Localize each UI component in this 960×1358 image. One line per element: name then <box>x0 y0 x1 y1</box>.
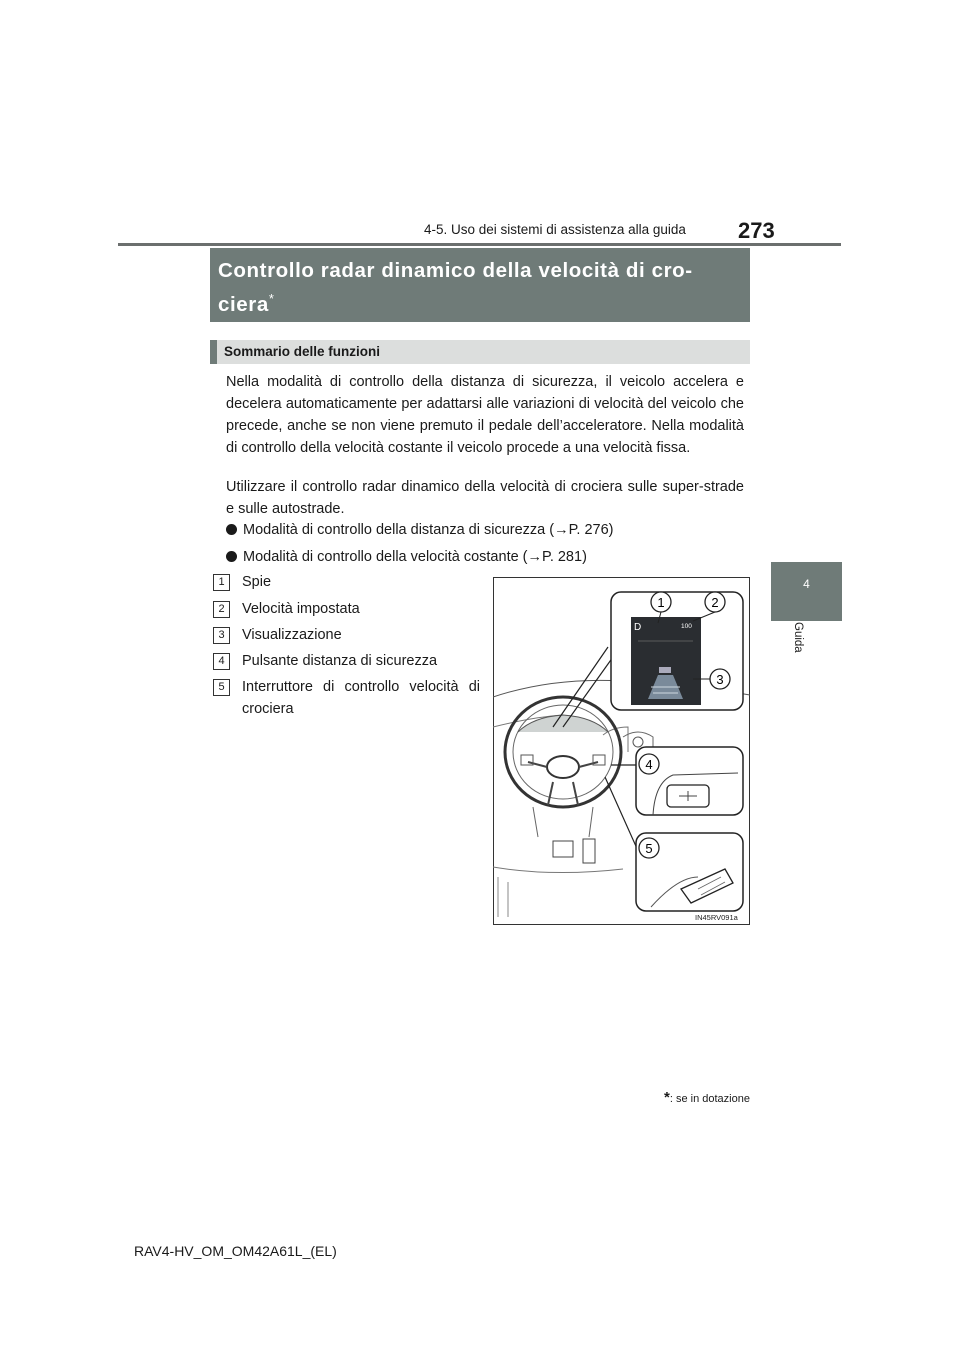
section-header: 4-5. Uso dei sistemi di assistenza alla guida <box>424 222 686 237</box>
header-rule <box>118 243 841 246</box>
display-speed: 100 <box>681 623 692 630</box>
title-asterisk: * <box>268 291 275 306</box>
bullet-item <box>226 522 613 538</box>
legend-number: 1 <box>213 574 230 591</box>
bullet-item <box>226 549 587 565</box>
callout-3: 3 <box>716 672 724 687</box>
callout-1: 1 <box>657 595 665 610</box>
chapter-name-text: Guida <box>792 622 804 653</box>
legend-label: Interruttore di controllo velocità di crociera <box>242 679 480 717</box>
footnote <box>664 1089 750 1106</box>
display-inset <box>611 592 743 710</box>
callout-4: 4 <box>645 757 653 772</box>
legend-number: 4 <box>213 653 230 670</box>
display-gear: D <box>634 622 642 633</box>
callout-2: 2 <box>711 595 719 610</box>
legend-number: 3 <box>213 627 230 644</box>
legend-label: Velocità impostata <box>242 601 360 617</box>
figure-code: IN45RV091a <box>695 913 738 922</box>
legend-number: 2 <box>213 601 230 618</box>
subheading: Sommario delle funzioni <box>224 344 381 359</box>
chapter-number: 4 <box>803 577 810 591</box>
chapter-name <box>788 622 804 682</box>
footnote-text: : se in dotazione <box>669 1093 750 1105</box>
page-title <box>218 257 748 319</box>
subheading-accent <box>210 340 217 364</box>
legend-label: Spie <box>242 574 272 590</box>
title-line-1: Controllo radar dinamico della velocità di cro- <box>218 259 693 282</box>
document-code: RAV4-HV_OM_OM42A61L_(EL) <box>134 1243 337 1259</box>
bullet-text: Modalità di controllo della velocità costante (→P. 281) <box>243 549 587 565</box>
title-box <box>210 248 750 322</box>
paragraph-2: Utilizzare il controllo radar dinamico della velocità di crociera sulle super-strade e sulle autostrade. <box>226 479 744 517</box>
bullet-dot-icon <box>226 551 237 562</box>
legend-label: Visualizzazione <box>242 627 342 643</box>
legend-number: 5 <box>213 679 230 696</box>
bullet-text: Modalità di controllo della distanza di sicurezza (→P. 276) <box>243 522 614 538</box>
page-number: 273 <box>738 218 775 243</box>
bullet-dot-icon <box>226 524 237 535</box>
chapter-tab <box>771 562 842 621</box>
footnote-asterisk: * <box>664 1089 670 1106</box>
title-line-2: ciera <box>218 292 269 316</box>
paragraph-1: Nella modalità di controllo della distanza di sicurezza, il veicolo accelera e decelera automaticamente per adattarsi alle variazioni di velocità del veicolo che precede, anche se non viene premuto il pedale dell’acceleratore. Nella modalità di controllo della velocità costante il veicolo procede a una velocità fissa. <box>226 374 744 456</box>
cockpit-illustration <box>493 577 750 925</box>
legend-label: Pulsante distanza di sicurezza <box>242 653 438 669</box>
callout-5: 5 <box>645 841 653 856</box>
